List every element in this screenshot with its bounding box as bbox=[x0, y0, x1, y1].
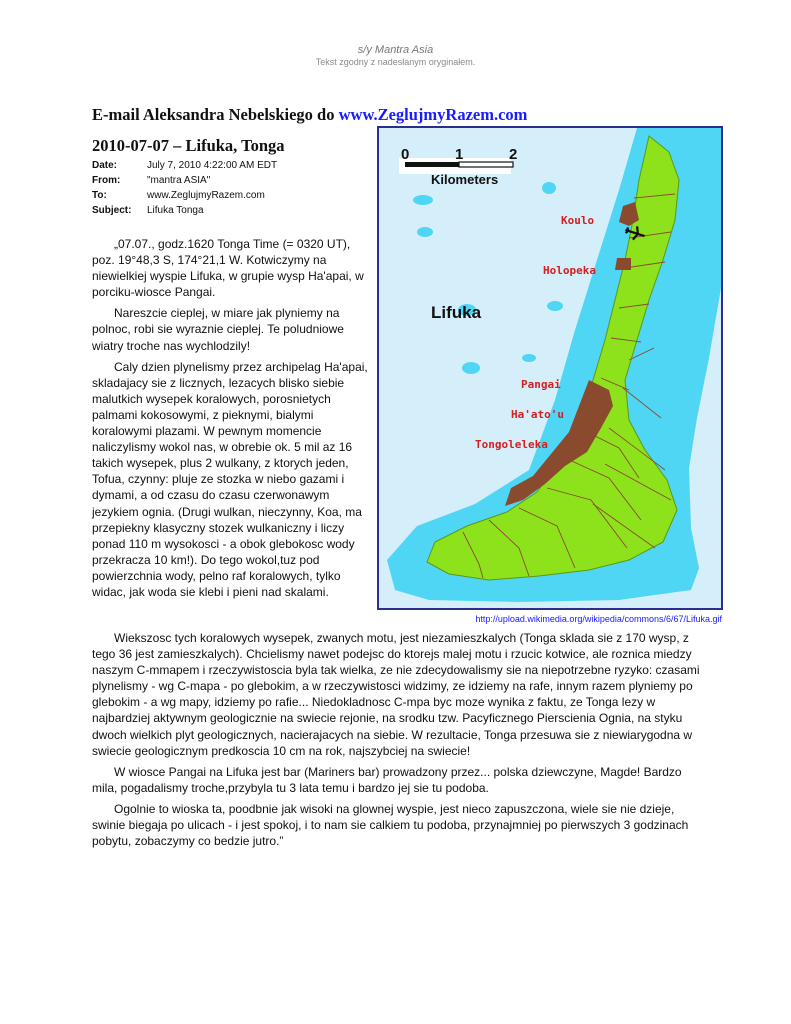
scale-unit: Kilometers bbox=[431, 172, 499, 187]
place-label-haatou: Ha'ato'u bbox=[511, 408, 564, 421]
paragraph: Wiekszosc tych koralowych wysepek, zwanych motu, jest niezamieszkalych (Tonga sklada sie z 170 wysp, z tego 36 jest zamieszkalych). Chcielismy nawet podejsc do ktorejs malej motu i rzucic kotwice, ale roznica miedzy naszym C-mmapem i rzeczywistoscia byla tak wielka, ze nie zdecydowalismy sie na niepotrzebne ryzyko: czasami plynelismy - wg C-mapa - po glebokim, a w rzeczywistosci widzimy, ze idziemy na rafe, innym razem plyniemy po glebokim - a wg mapy, idziemy po rafie... Niedokladnosc C-mpa byc moze wynika z faktu, ze Tonga lezy w najbardziej aktywnym geologicznie na swiecie rejonie, na srodku tzw. Pacyficznego Pierscienia Ognia, na styku dwoch wielkich plyt geologicznych, nacierajacych na siebie. W rezultacie, Tonga przesuwa sie z niewiarygodna w swiecie geologicznym predkoscia 10 cm na rok, najszybciej na swiecie! bbox=[92, 631, 700, 758]
meta-value: July 7, 2010 4:22:00 AM EDT bbox=[147, 160, 278, 171]
village-holopeka bbox=[615, 258, 631, 270]
meta-value: Lifuka Tonga bbox=[147, 205, 204, 216]
paragraph: Nareszcie cieplej, w miare jak plyniemy na polnoc, robi sie wyraznie cieplej. Te poludniowe wiatry troche nas wychlodzily! bbox=[92, 306, 344, 353]
scale-tick-0: 0 bbox=[401, 146, 410, 163]
islet bbox=[417, 227, 433, 237]
meta-key: From: bbox=[92, 175, 121, 186]
body-full-width bbox=[92, 630, 702, 854]
meta-key: To: bbox=[92, 190, 107, 201]
place-label-holopeka: Holopeka bbox=[543, 264, 596, 277]
title-link[interactable]: www.ZeglujmyRazem.com bbox=[338, 105, 528, 124]
page-header bbox=[0, 44, 791, 68]
islet bbox=[413, 195, 433, 205]
scale-tick-2: 2 bbox=[509, 146, 518, 163]
meta-row-subject bbox=[92, 203, 277, 218]
meta-key: Date: bbox=[92, 160, 118, 171]
scale-tick-1: 1 bbox=[455, 146, 464, 163]
paragraph: Ogolnie to wioska ta, poodbnie jak wisoki na glownej wyspie, jest nieco zapuszczona, wiele sie nie dzieje, swinie biegaja po ulicach - i jest spokoj, i to nam sie calkiem tu podoba, przynajmniej po pierwszych 3 godzinach pobytu, zobaczymy co bedzie jutro.” bbox=[92, 801, 689, 849]
place-label-tongoleleka: Tongoleleka bbox=[475, 438, 548, 451]
scale-segment bbox=[459, 162, 513, 167]
meta-value: www.ZeglujmyRazem.com bbox=[147, 190, 265, 201]
place-label-pangai: Pangai bbox=[521, 378, 561, 391]
meta-row-to bbox=[92, 188, 277, 203]
paragraph: „07.07., godz.1620 Tonga Time (= 0320 UT), poz. 19°48,3 S, 174°21,1 W. Kotwiczymy na niewielkiej wyspie Lifuka, w grupie wysp Ha'apai, w porciku-wiosce Pangai. bbox=[92, 237, 364, 300]
body-left-column bbox=[92, 236, 370, 605]
document-title bbox=[92, 105, 527, 125]
meta-row-from bbox=[92, 173, 277, 188]
paragraph: Caly dzien plynelismy przez archipelag Ha'apai, skladajacy sie z licznych, lezacych blisko siebie malutkich wysepek koralowych, porosnietych palmami kokosowymi, z pieknymi, bialymi koralowymi plazami. W pewnym momencie naliczylismy wokol nas, w obrebie ok. 5 mil az 16 takich wysepek, plus 2 wulkany, z ktorych jeden, Tofua, czynny: pluje ze stozka w niebo gazami i dymami, a od czasu do czasu czerwonawym jezykiem ognia. (Drugi wulkan, nieczynny, Koa, ma przepiekny klasyczny stozek wulkaniczny i liczy ponad 110 m wysokosci - a obok glebokosc wody przekracza 10 km!). Do tego wokol,tuz pod powierzchnia wody, pelno raf koralowych, tylko widac, jak woda sie klebi i pieni nad skalami. bbox=[92, 359, 368, 599]
image-credit-link[interactable]: http://upload.wikimedia.org/wikipedia/commons/6/67/Lifuka.gif bbox=[475, 614, 722, 624]
header-title: s/y Mantra Asia bbox=[357, 44, 434, 56]
document-subtitle: 2010-07-07 – Lifuka, Tonga bbox=[92, 136, 285, 155]
title-text: E-mail Aleksandra Nebelskiego do bbox=[92, 105, 339, 124]
islet bbox=[522, 354, 536, 362]
meta-value: "mantra ASIA" bbox=[147, 175, 211, 186]
meta-row-date bbox=[92, 158, 277, 173]
islet bbox=[462, 362, 480, 374]
header-note: Tekst zgodny z nadesłanym oryginałem. bbox=[315, 57, 476, 67]
islet bbox=[542, 182, 556, 194]
islet bbox=[547, 301, 563, 311]
island-label: Lifuka bbox=[431, 303, 482, 322]
place-label-koulo: Koulo bbox=[561, 214, 595, 227]
scale-segment bbox=[405, 162, 459, 167]
paragraph: W wiosce Pangai na Lifuka jest bar (Mariners bar) prowadzony przez... polska dziewczyne, Magde! Bardzo mila, pogadalismy troche,przybyla tu 3 lata temu i bardzo jej sie tu podoba. bbox=[92, 764, 682, 795]
meta-key: Subject: bbox=[92, 205, 132, 216]
email-meta bbox=[92, 158, 277, 218]
lifuka-map bbox=[377, 126, 723, 610]
